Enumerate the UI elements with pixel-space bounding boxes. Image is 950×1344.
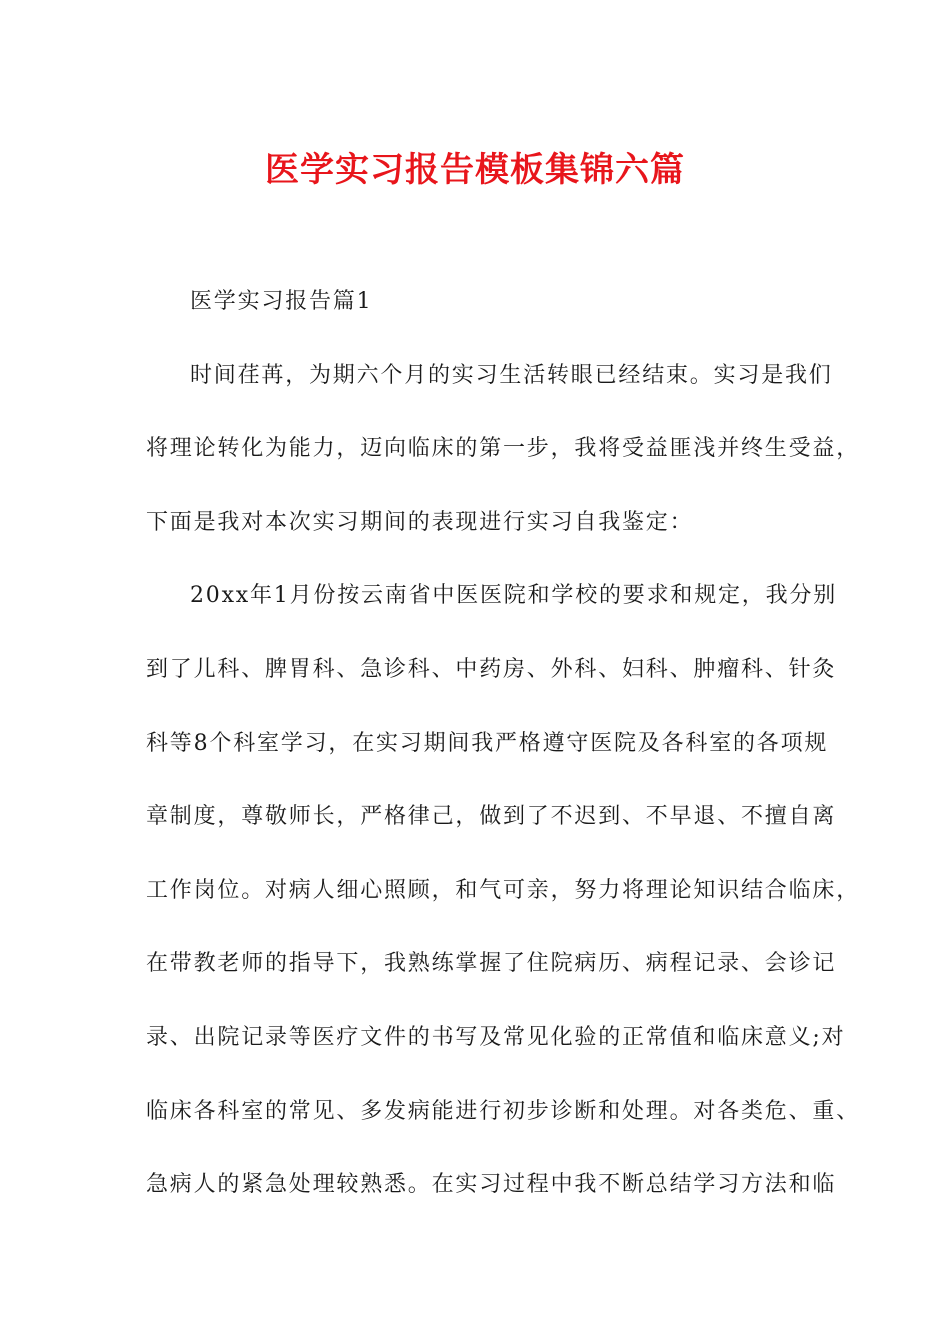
text-line: 在带教老师的指导下，我熟练掌握了住院病历、病程记录、会诊记 xyxy=(146,951,837,977)
text-line: 工作岗位。对病人细心照顾，和气可亲，努力将理论知识结合临床， xyxy=(146,877,861,903)
text-line: 章制度，尊敬师长，严格律己，做到了不迟到、不早退、不擅自离 xyxy=(146,804,837,830)
text-line: 科等8个科室学习，在实习期间我严格遵守医院及各科室的各项规 xyxy=(146,730,829,756)
text-line: 将理论转化为能力，迈向临床的第一步，我将受益匪浅并终生受益， xyxy=(146,436,861,462)
text-line: 下面是我对本次实习期间的表现进行实习自我鉴定： xyxy=(146,509,694,535)
text-line: 20xx年1月份按云南省中医医院和学校的要求和规定，我分别 xyxy=(190,583,838,609)
text-line: 时间荏苒，为期六个月的实习生活转眼已经结束。实习是我们 xyxy=(190,362,833,388)
document-body xyxy=(146,280,861,1237)
document-title: 医学实习报告模板集锦六篇 xyxy=(265,150,685,190)
text-line: 急病人的紧急处理较熟悉。在实习过程中我不断总结学习方法和临 xyxy=(146,1172,837,1198)
text-line: 临床各科室的常见、多发病能进行初步诊断和处理。对各类危、重、 xyxy=(146,1098,861,1124)
text-line: 录、出院记录等医疗文件的书写及常见化验的正常值和临床意义;对 xyxy=(146,1024,846,1050)
text-line: 到了儿科、脾胃科、急诊科、中药房、外科、妇科、肿瘤科、针灸 xyxy=(146,656,837,682)
text-line: 医学实习报告篇1 xyxy=(190,289,373,314)
